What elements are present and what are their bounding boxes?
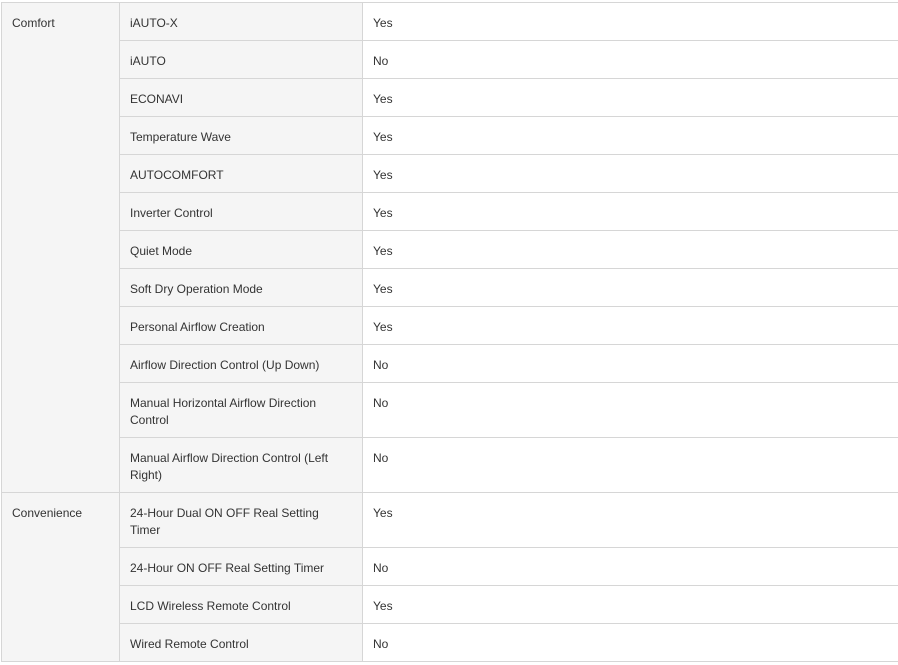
value-cell: No bbox=[363, 41, 898, 79]
table-row bbox=[2, 345, 898, 383]
feature-cell: ECONAVI bbox=[120, 79, 363, 117]
table-row bbox=[2, 438, 898, 493]
table-row bbox=[2, 3, 898, 41]
value-cell: Yes bbox=[363, 231, 898, 269]
value-cell: No bbox=[363, 438, 898, 493]
feature-cell: AUTOCOMFORT bbox=[120, 155, 363, 193]
value-cell: Yes bbox=[363, 493, 898, 548]
value-cell: Yes bbox=[363, 79, 898, 117]
value-cell: Yes bbox=[363, 586, 898, 624]
category-cell: Comfort bbox=[2, 3, 120, 493]
table-row bbox=[2, 269, 898, 307]
table-row bbox=[2, 624, 898, 662]
feature-cell: Inverter Control bbox=[120, 193, 363, 231]
value-cell: Yes bbox=[363, 3, 898, 41]
value-cell: No bbox=[363, 383, 898, 438]
feature-cell: Wired Remote Control bbox=[120, 624, 363, 662]
table-row bbox=[2, 155, 898, 193]
feature-cell: 24-Hour ON OFF Real Setting Timer bbox=[120, 548, 363, 586]
table-row bbox=[2, 41, 898, 79]
feature-cell: Manual Horizontal Airflow Direction Control bbox=[120, 383, 363, 438]
table-row bbox=[2, 231, 898, 269]
feature-cell: Soft Dry Operation Mode bbox=[120, 269, 363, 307]
value-cell: No bbox=[363, 345, 898, 383]
value-cell: Yes bbox=[363, 155, 898, 193]
feature-cell: Personal Airflow Creation bbox=[120, 307, 363, 345]
feature-cell: Temperature Wave bbox=[120, 117, 363, 155]
table-row bbox=[2, 117, 898, 155]
table-row bbox=[2, 548, 898, 586]
table-row bbox=[2, 307, 898, 345]
feature-cell: Quiet Mode bbox=[120, 231, 363, 269]
spec-table bbox=[1, 2, 898, 662]
feature-cell: iAUTO-X bbox=[120, 3, 363, 41]
value-cell: Yes bbox=[363, 117, 898, 155]
feature-cell: iAUTO bbox=[120, 41, 363, 79]
feature-cell: 24-Hour Dual ON OFF Real Setting Timer bbox=[120, 493, 363, 548]
value-cell: Yes bbox=[363, 269, 898, 307]
table-row bbox=[2, 493, 898, 548]
feature-cell: Manual Airflow Direction Control (Left Right) bbox=[120, 438, 363, 493]
feature-cell: LCD Wireless Remote Control bbox=[120, 586, 363, 624]
value-cell: No bbox=[363, 548, 898, 586]
table-row bbox=[2, 79, 898, 117]
value-cell: No bbox=[363, 624, 898, 662]
value-cell: Yes bbox=[363, 307, 898, 345]
feature-cell: Airflow Direction Control (Up Down) bbox=[120, 345, 363, 383]
value-cell: Yes bbox=[363, 193, 898, 231]
table-row bbox=[2, 383, 898, 438]
category-cell: Convenience bbox=[2, 493, 120, 662]
table-row bbox=[2, 586, 898, 624]
table-row bbox=[2, 193, 898, 231]
